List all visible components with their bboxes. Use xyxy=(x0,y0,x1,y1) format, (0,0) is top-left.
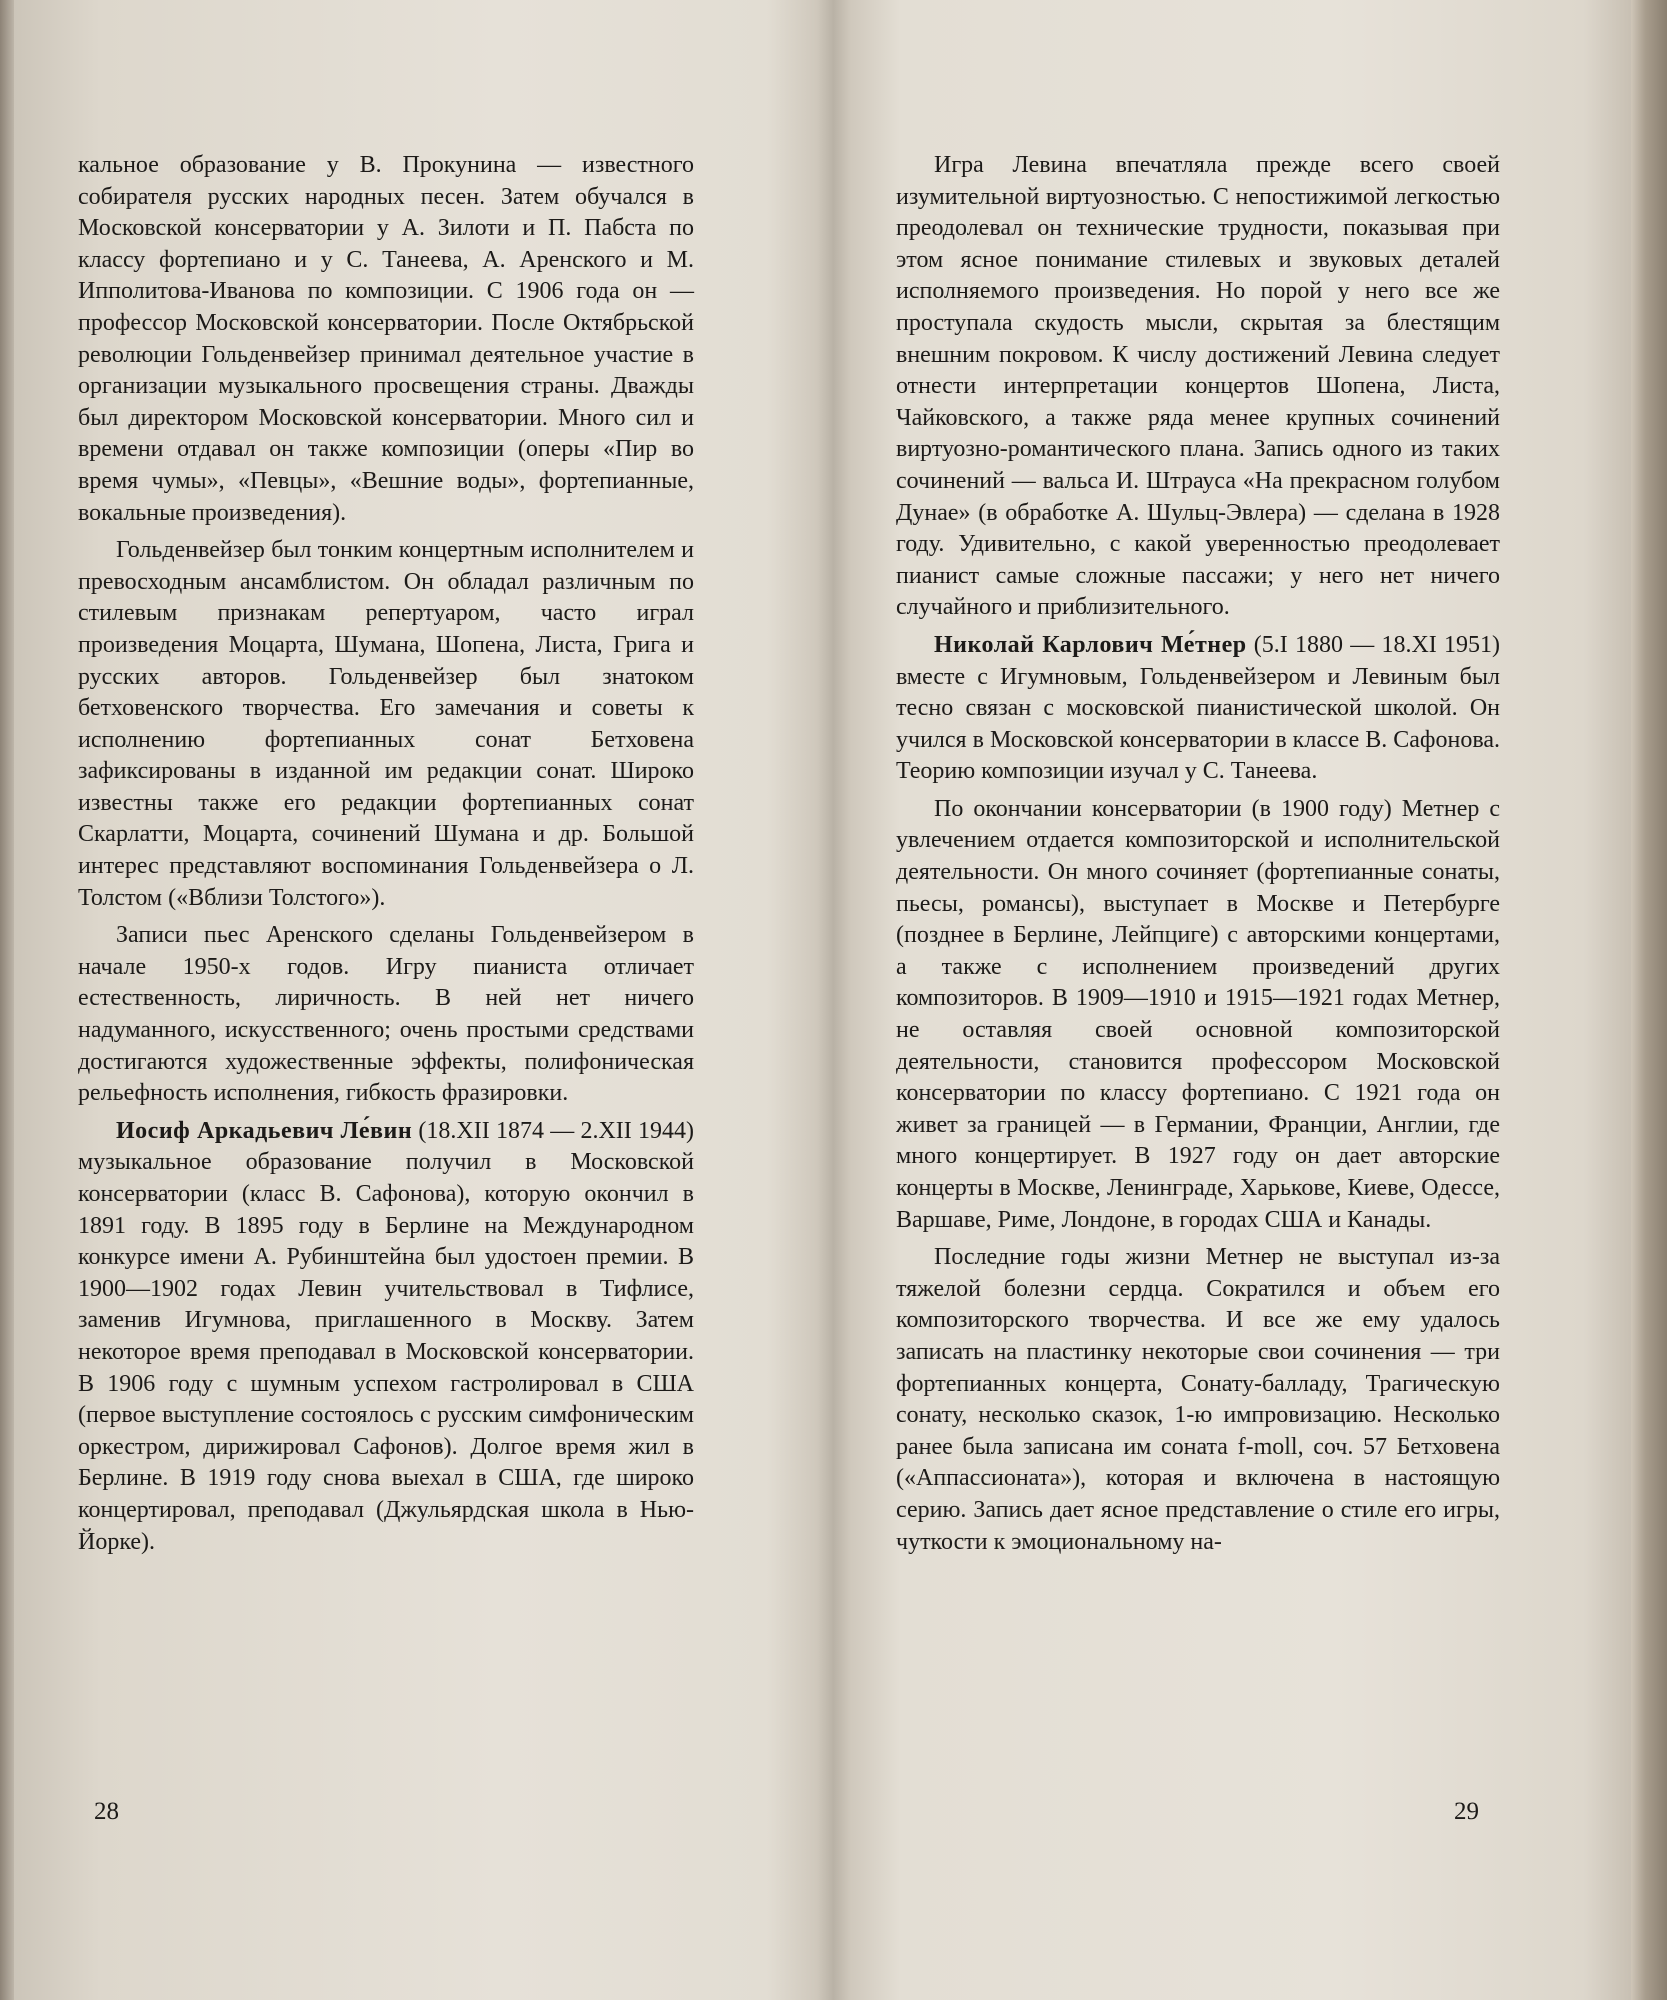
paragraph: кальное образование у В. Прокунина — известного собирателя русских народных песен. Затем обучался в Московской консерватории у А. Зилоти и П. Пабста по классу фортепиано и у С. Танеева, А. Аренского и М. Ипполитова-Иванова по композиции. С 1906 года он — профессор Московской консерватории. После Октябрьской революции Гольденвейзер принимал деятельное участие в организации музыкального просвещения страны. Дважды был директором Московской консерватории. Много сил и времени отдавал он также композиции (оперы «Пир во время чумы», «Певцы», «Вешние воды», фортепианные, вокальные произведения). xyxy=(78,152,694,526)
paragraph: Гольденвейзер был тонким концертным исполнителем и превосходным ансамблистом. Он обладал различным по стилевым признакам репертуаром, часто играл произведения Моцарта, Шумана, Шопена, Листа, Грига и русских авторов. Гольденвейзер был знатоком бетховенского творчества. Его замечания и советы к исполнению фортепианных сонат Бетховена зафиксированы в изданной им редакции сонат. Широко известны также его редакции фортепианных сонат Скарлатти, Моцарта, сочинений Шумана и др. Большой интерес представляют воспоминания Гольденвейзера о Л. Толстом («Вблизи Толстого»). xyxy=(78,537,694,911)
person-name: Иосиф Аркадьевич Ле́вин xyxy=(116,1117,413,1144)
paragraph: Игра Левина впечатляла прежде всего своей изумительной виртуозностью. С непостижимой легкостью преодолевал он технические трудности, показывая при этом ясное понимание стилевых и звуковых деталей исполняемого произведения. Но порой у него все же проступала скудость мысли, скрытая за блестящим внешним покровом. К числу достижений Левина следует отнести интерпретации концертов Шопена, Листа, Чайковского, а также ряда менее крупных сочинений виртуозно-романтического плана. Запись одного из таких сочинений — вальса И. Штрауса «На прекрасном голубом Дунае» (в обработке А. Шульц-Эвлера) — сделана в 1928 году. Удивительно, с какой уверенностью преодолевает пианист самые сложные пассажи; у него нет ничего случайного и приблизительного. xyxy=(896,152,1500,621)
paragraph: По окончании консерватории (в 1900 году) Метнер с увлечением отдается композиторской и исполнительской деятельности. Он много сочиняет (фортепианные сонаты, пьесы, романсы), выступает в Москве и Петербурге (позднее в Берлине, Лейпциге) с авторскими концертами, а также с исполнением произведений других композиторов. В 1909—1910 и 1915—1921 годах Метнер, не оставляя своей основной композиторской деятельности, становится профессором Московской консерватории по классу фортепиано. С 1921 года он живет за границей — в Германии, Франции, Англии, где много концертирует. В 1927 году он дает авторские концерты в Москве, Ленинграде, Харькове, Киеве, Одессе, Варшаве, Риме, Лондоне, в городах США и Канады. xyxy=(896,795,1500,1233)
paragraph: Последние годы жизни Метнер не выступал из-за тяжелой болезни сердца. Сократился и объем его композиторского творчества. И все же ему удалось записать на пластинку некоторые свои сочинения — три фортепианных концерта, Сонату-балладу, Трагическую сонату, несколько сказок, 1-ю импровизацию. Несколько ранее была записана им соната f-moll, соч. 57 Бетховена («Аппассионата»), которая и включена в настоящую серию. Запись дает ясное представление о стиле его игры, чуткости к эмоциональному на- xyxy=(896,1244,1500,1555)
paragraph-body: (5.I 1880 — 18.XI 1951) вместе с Игумновым, Гольденвейзером и Левиным был тесно связан с московской пианистической школой. Он учился в Московской консерватории в классе В. Сафонова. Теорию композиции изучал у С. Танеева. xyxy=(896,631,1500,785)
right-page-edge xyxy=(1631,0,1667,2000)
paragraph-body: (18.XII 1874 — 2.XII 1944) музыкальное образование получил в Московской консерватории (класс В. Сафонова), которую окончил в 1891 году. В 1895 году в Берлине на Международном конкурсе имени А. Рубинштейна был удостоен премии. В 1900—1902 годах Левин учительствовал в Тифлисе, заменив Игумнова, приглашенного в Москву. Затем некоторое время преподавал в Московской консерватории. В 1906 году с шумным успехом гастролировал в США (первое выступление состоялось с русским симфоническим оркестром, дирижировал Сафонов). Долгое время жил в Берлине. В 1919 году снова выехал в США, где широко концертировал, преподавал (Джульярдская школа в Нью-Йорке). xyxy=(78,1117,694,1555)
left-page-text xyxy=(78,150,694,1558)
paragraph xyxy=(78,1116,694,1558)
page-number-left: 28 xyxy=(94,1798,119,1825)
paragraph xyxy=(896,630,1500,788)
page-number-right: 29 xyxy=(1454,1798,1479,1825)
paragraph: Записи пьес Аренского сделаны Гольденвейзером в начале 1950-х годов. Игру пианиста отличает естественность, лиричность. В ней нет ничего надуманного, искусственного; очень простыми средствами достигаются художественные эффекты, полифоническая рельефность исполнения, гибкость фразировки. xyxy=(78,922,694,1107)
right-page-text xyxy=(896,150,1500,1558)
person-name: Николай Карлович Ме́тнер xyxy=(934,631,1247,658)
left-page-edge xyxy=(0,0,14,2000)
